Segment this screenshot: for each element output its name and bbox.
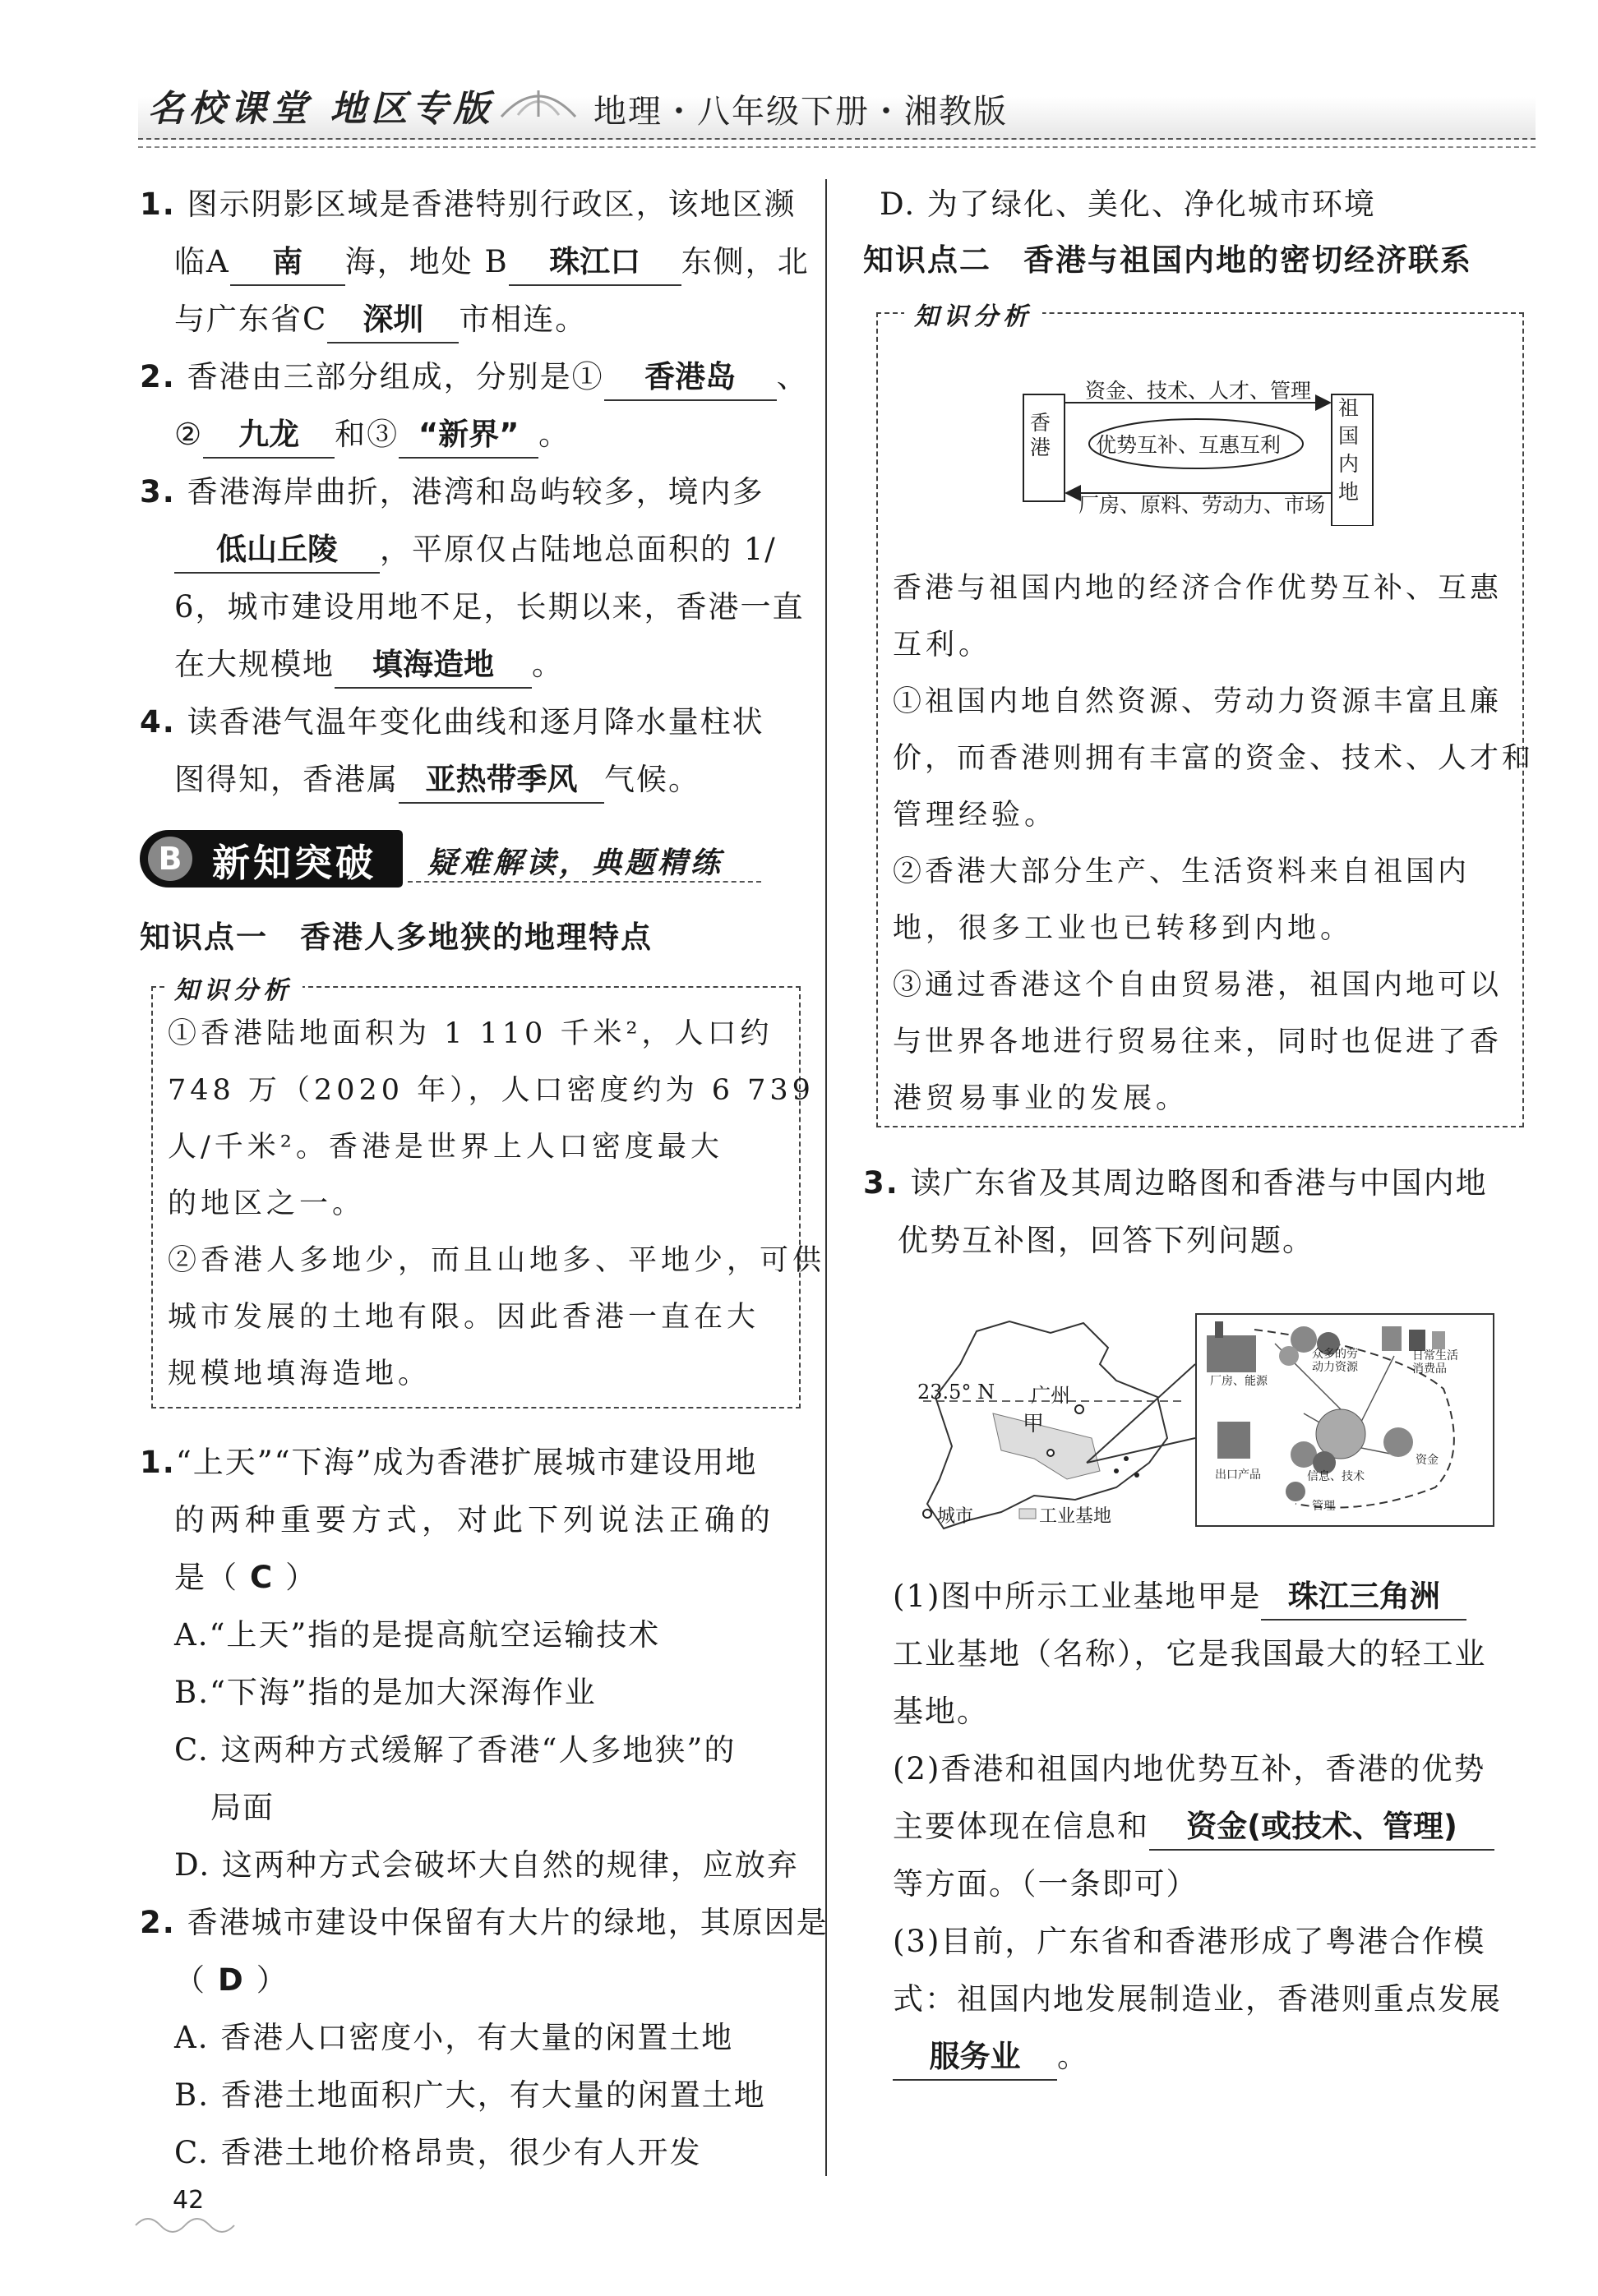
header-rule	[138, 138, 1536, 140]
knowledge-point-2-title: 知识点二 香港与祖国内地的密切经济联系	[863, 242, 1472, 278]
center-label: 优势互补、互惠互利	[1096, 433, 1282, 457]
answer-blank: 香港岛	[604, 355, 777, 401]
section-b-rule	[408, 881, 761, 883]
knowledge-point-1-title: 知识点一 香港人多地狭的地理特点	[140, 920, 653, 955]
option-b: B. 香港土地面积广大，有大量的闲置土地	[174, 2077, 766, 2113]
callout-lines	[1085, 1315, 1200, 1479]
question-4: 4. 读香港气温年变化曲线和逐月降水量柱状 图得知，香港属 亚热带季风 气候。	[140, 694, 797, 809]
picture-label: 资金	[1416, 1454, 1439, 1467]
knowledge-box-label: 知识分析	[164, 970, 303, 1006]
option-d: D. 这两种方式会破坏大自然的规律，应放弃	[174, 1847, 799, 1883]
section-b-badge: B	[148, 837, 192, 881]
practice-1: 1.“上天”“下海”成为香港扩展城市建设用地 的两种重要方式，对此下列说法正确的 是（ C ） A.“上天”指的是提高航空运输技术 B.“下海”指的是加大深海作业 C. 这两种方式缓解了香港“人多地狭”的 局面 D. 这两种方式会破坏大自然的规律，应放弃	[140, 1434, 797, 1894]
knowledge-box-2-content: 香港与祖国内地的经济合作优势互补、互惠 互利。 ①祖国内地自然资源、劳动力资源丰富且廉 价，而香港则拥有丰富的资金、技术、人才和 管理经验。 ②香港大部分生产、生活资料来自祖国内 地，很多工业也已转移到内地。 ③通过香港这个自由贸易港，祖国内地可以 与世界各地进行贸易往来，同时也促进了香 港贸易事业的发展。	[893, 572, 1535, 1115]
knowledge-box-label: 知识分析	[904, 296, 1042, 332]
section-b-title: 新知突破	[212, 841, 376, 885]
answer-blank: “新界”	[399, 413, 538, 459]
option-b: B.“下海”指的是加大深海作业	[174, 1675, 597, 1710]
top-arrow-label: 资金、技术、人才、管理	[1085, 379, 1312, 403]
picture-label: 出口产品	[1215, 1468, 1261, 1482]
practice-3-subquestions: (1)图中所示工业基地甲是 珠江三角洲 工业基地（名称），它是我国最大的轻工业 基地。 (2)香港和祖国内地优势互补，香港的优势 主要体现在信息和 资金(或技术、管理) 等方面。（一条即可） (3)目前，广东省和香港形成了粤港合作模 式：祖国内地发展制造业，香港则重点发展 服务业 。	[893, 1568, 1526, 2086]
answer-blank: 九龙	[203, 413, 335, 459]
option-d: D. 为了绿化、美化、净化城市环境	[880, 187, 1376, 222]
leaf-ornament-icon	[493, 76, 584, 125]
answer-blank: 深圳	[327, 297, 459, 343]
choice-answer: D	[218, 1962, 245, 1998]
hongkong-label: 香港	[1030, 411, 1051, 459]
answer-blank: 填海造地	[335, 643, 532, 689]
section-b-subtitle: 疑难解读，典题精练	[427, 846, 724, 880]
picture-label: 信息、技术	[1307, 1470, 1365, 1483]
picture-label: 厂房、能源	[1210, 1375, 1268, 1388]
guangzhou-label: 广州	[1031, 1384, 1070, 1407]
latitude-label: 23.5° N	[917, 1381, 995, 1404]
legend-base: 工业基地	[1039, 1506, 1112, 1527]
question-3: 3. 香港海岸曲折，港湾和岛屿较多，境内多 低山丘陵 ，平原仅占陆地总面积的 1/ 6，城市建设用地不足，长期以来，香港一直 在大规模地 填海造地 。	[140, 463, 797, 694]
column-divider	[825, 179, 827, 2176]
header-rule-2	[138, 146, 1536, 148]
picture-label: 日常生活消费品	[1412, 1349, 1458, 1376]
picture-label: 众多的劳动力资源	[1312, 1348, 1358, 1374]
answer-blank: 服务业	[893, 2035, 1057, 2081]
answer-blank: 珠江三角洲	[1261, 1574, 1466, 1621]
base-label: 甲	[1023, 1412, 1045, 1436]
practice-3: 3. 读广东省及其周边略图和香港与中国内地 优势互补图，回答下列问题。	[863, 1165, 1488, 1258]
advantage-picture-drawing	[1197, 1315, 1489, 1522]
page-number: 42	[173, 2186, 205, 2215]
legend-city: 城市	[937, 1506, 974, 1527]
subject-title: 地理・八年级下册・湘教版	[593, 93, 1008, 131]
answer-blank: 珠江口	[509, 240, 681, 286]
practice-2: 2. 香港城市建设中保留有大片的绿地，其原因是 （ D ） A. 香港人口密度小，有大量的闲置土地 B. 香港土地面积广大，有大量的闲置土地 C. 香港土地价格昂贵，很少有人开发	[140, 1894, 797, 2182]
bottom-arrow-label: 厂房、原料、劳动力、市场	[1078, 493, 1326, 517]
answer-blank: 资金(或技术、管理)	[1149, 1805, 1494, 1851]
answer-blank: 南	[230, 240, 345, 286]
answer-blank: 亚热带季风	[399, 758, 604, 804]
choice-answer: C	[250, 1560, 275, 1595]
option-a: A. 香港人口密度小，有大量的闲置土地	[174, 2020, 734, 2055]
option-c: C. 香港土地价格昂贵，很少有人开发	[174, 2135, 702, 2170]
question-1: 1. 图示阴影区域是香港特别行政区，该地区濒 临A 南 海，地处 B 珠江口 东侧，北 与广东省C 深圳 市相连。	[140, 176, 797, 348]
question-2: 2. 香港由三部分组成，分别是① 香港岛 、 ② 九龙 和③ “新界” 。	[140, 348, 797, 463]
option-a: A.“上天”指的是提高航空运输技术	[174, 1617, 661, 1653]
knowledge-box-1-content: ①香港陆地面积为 1 110 千米²，人口约 748 万（2020 年），人口密度约为 6 739 人/千米²。香港是世界上人口密度最大 的地区之一。 ②香港人多地少，而且山地多、平地少，可供 城市发展的土地有限。因此香港一直在大 规模地填海造地。	[168, 1017, 826, 1390]
picture-label: 管理	[1312, 1500, 1335, 1513]
mainland-label: 祖国内地	[1338, 396, 1360, 504]
series-title: 名校课堂 地区专版	[148, 88, 495, 130]
option-c: C. 这两种方式缓解了香港“人多地狭”的	[174, 1732, 737, 1768]
footer-ornament-icon	[132, 2211, 238, 2235]
answer-blank: 低山丘陵	[174, 528, 380, 574]
